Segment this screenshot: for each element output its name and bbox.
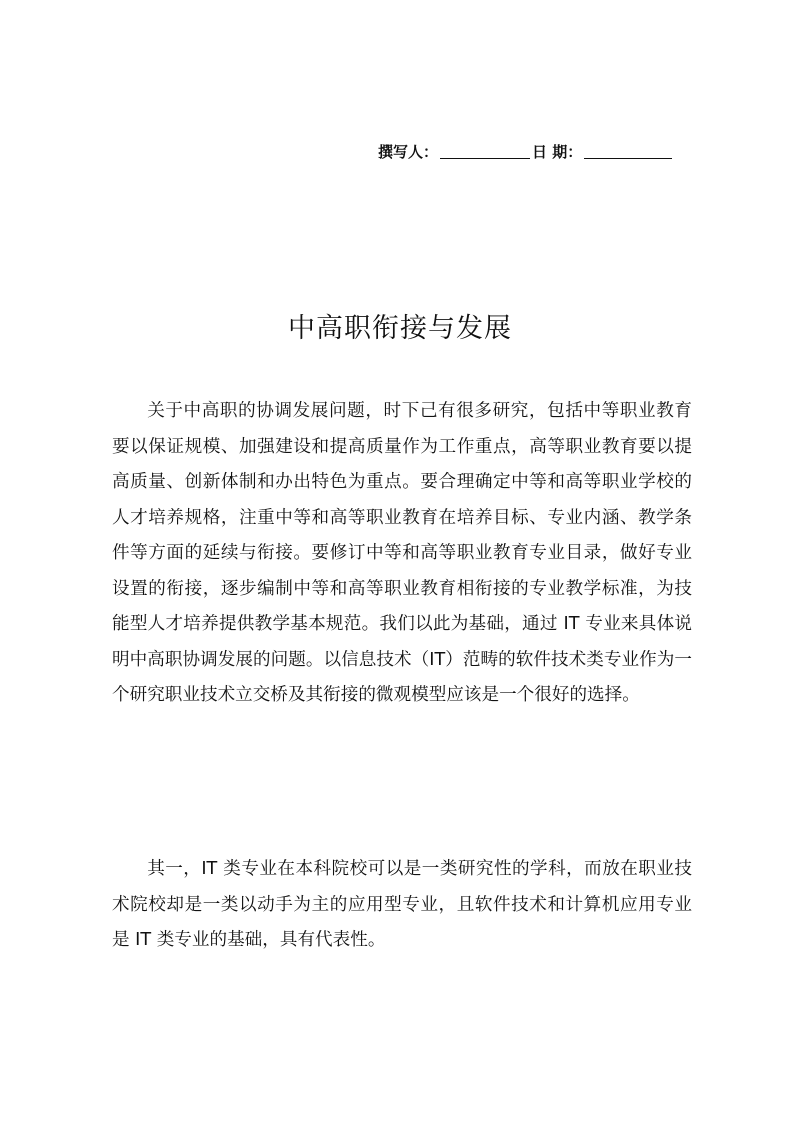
paragraph-2: 其一，IT 类专业在本科院校可以是一类研究性的学科，而放在职业技术院校却是一类以动手为主的应用型专业，且软件技术和计算机应用专业是 IT 类专业的基础，具有代表性。	[112, 859, 692, 950]
date-blank-field	[584, 142, 672, 159]
author-label: 撰写人：	[378, 143, 439, 161]
author-date-line	[378, 138, 688, 162]
author-blank-field	[440, 142, 530, 159]
date-label: 日 期：	[532, 143, 583, 161]
paragraph-1: 关于中高职的协调发展问题，时下己有很多研究，包括中等职业教育要以保证规模、加强建设和提高质量作为工作重点，高等职业教育要以提高质量、创新体制和办出特色为重点。要合理确定中等和高等职业学校的人才培养规格，注重中等和高等职业教育在培养目标、专业内涵、教学条件等方面的延续与衔接。要修订中等和高等职业教育专业目录，做好专业设置的衔接，逐步编制中等和高等职业教育相衔接的专业教学标准，为技能型人才培养提供教学基本规范。我们以此为基础，通过 IT 专业来具体说明中高职协调发展的问题。以信息技术（IT）范畴的软件技术类专业作为一个研究职业技术立交桥及其衔接的微观模型应该是一个很好的选择。	[112, 401, 692, 705]
document-title: 中高职衔接与发展	[288, 313, 512, 345]
